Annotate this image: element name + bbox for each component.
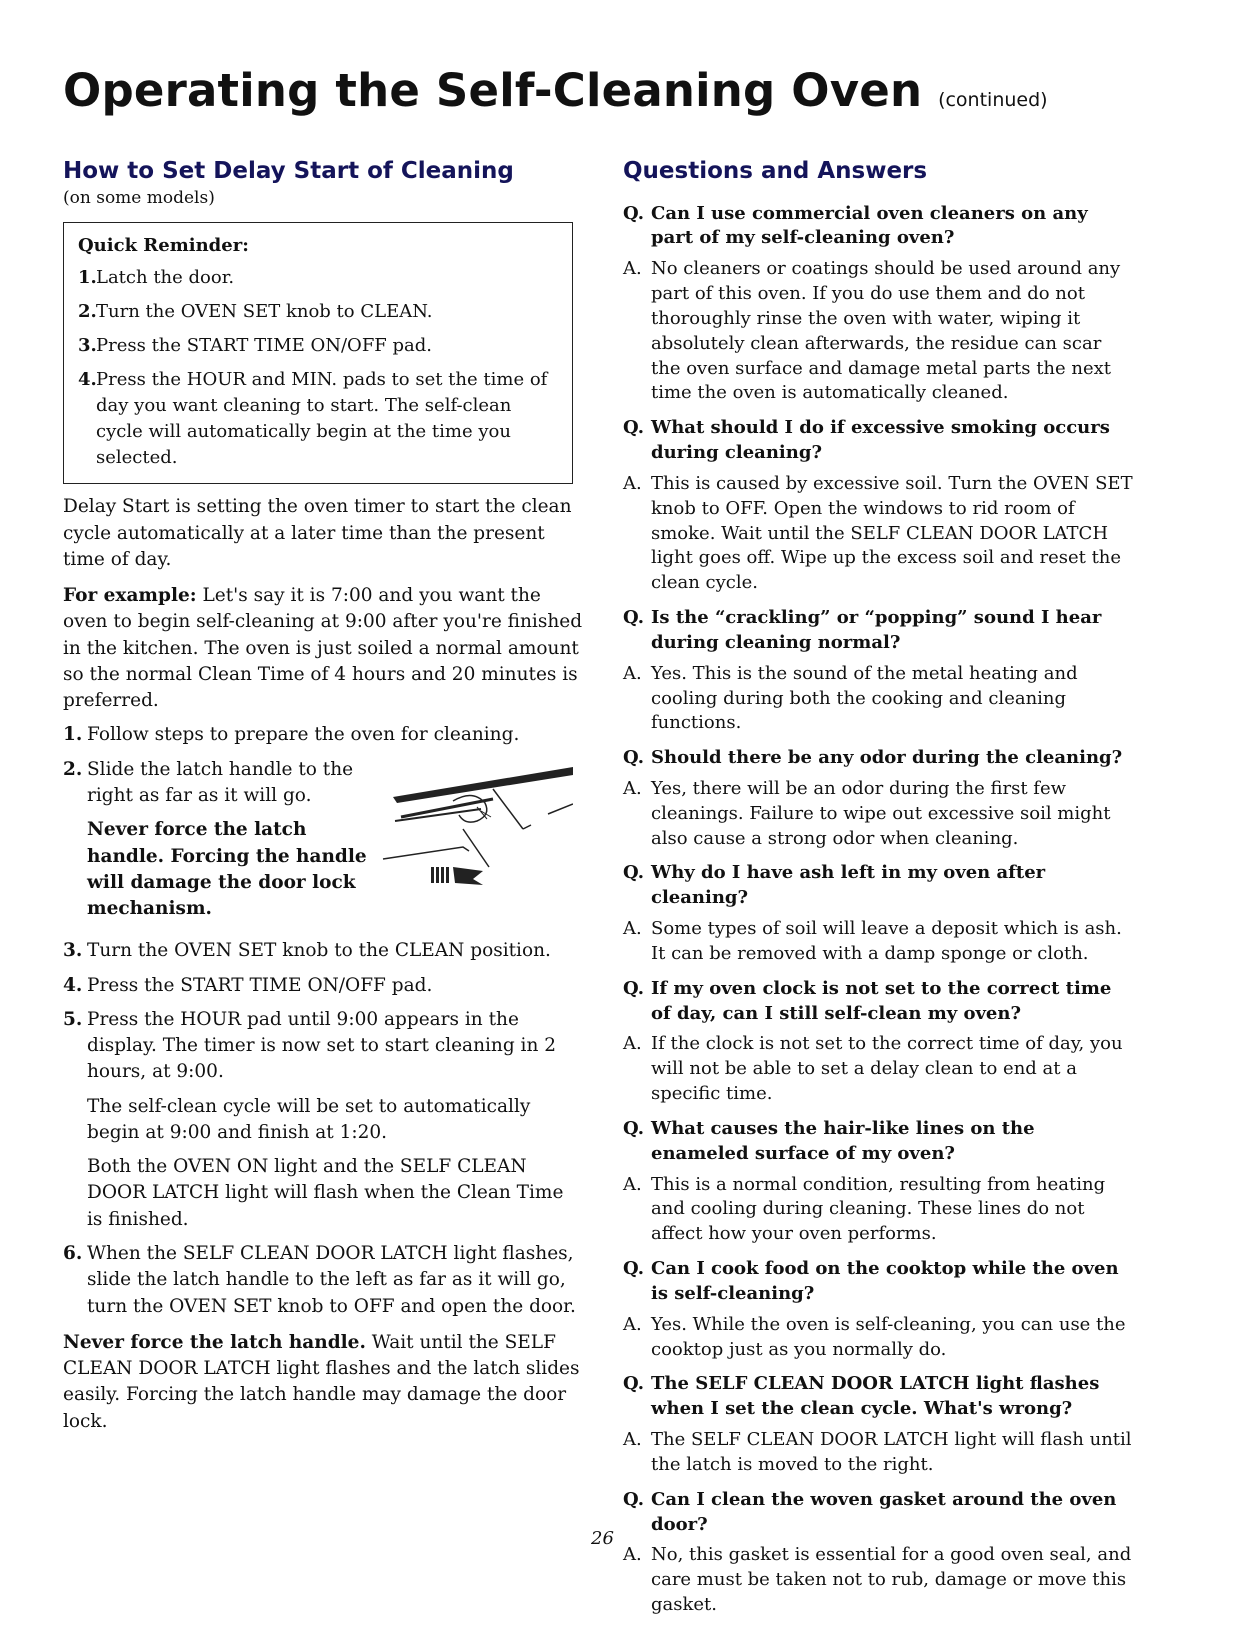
answer (623, 777, 1133, 851)
answer (623, 257, 1133, 406)
question (623, 861, 1133, 911)
left-column (63, 158, 583, 1443)
question-text: Why do I have ash left in my oven after cleaning? (651, 862, 1046, 909)
question-marker: Q. (623, 747, 645, 769)
step-number: 4. (78, 368, 97, 390)
qa-heading: Questions and Answers (623, 158, 928, 184)
question-marker: Q. (623, 1258, 645, 1280)
step-6 (63, 1241, 583, 1320)
question-marker: Q. (623, 202, 645, 224)
step-text: Press the START TIME ON/OFF pad. (96, 334, 433, 356)
question (623, 977, 1133, 1027)
answer (623, 662, 1133, 736)
quick-reminder-heading: Quick Reminder: (78, 234, 249, 256)
question-marker: Q. (623, 1373, 645, 1395)
question-text: Can I clean the woven gasket around the oven door? (651, 1488, 1117, 1535)
question-text: Can I use commercial oven cleaners on any part of my self-cleaning oven? (651, 202, 1088, 249)
latch-handle-illustration (373, 759, 573, 894)
step-text: Press the HOUR pad until 9:00 appears in the display. The timer is now set to start cleaning in 2 hours, at 9:00. (87, 1008, 557, 1083)
right-column (623, 158, 1133, 1628)
answer-marker: A. (623, 777, 642, 799)
answer (623, 472, 1133, 596)
answer (623, 1032, 1133, 1106)
quick-reminder-box (63, 222, 573, 485)
question-marker: Q. (623, 862, 645, 884)
step-text: Follow steps to prepare the oven for cleaning. (87, 724, 520, 746)
page-number: 26 (591, 1528, 614, 1549)
question-text: If my oven clock is not set to the correct time of day, can I still self-clean my oven? (651, 977, 1112, 1024)
step-number: 2. (78, 300, 97, 322)
answer-marker: A. (623, 1033, 642, 1055)
continued-label: (continued) (938, 89, 1048, 111)
answer-text: Yes, there will be an odor during the first few cleanings. Failure to wipe out excessive soil might also cause a strong odor when cleaning. (651, 777, 1111, 849)
step-note: Both the OVEN ON light and the SELF CLEAN DOOR LATCH light will flash when the Clean Time is finished. (87, 1156, 564, 1230)
step-2 (63, 757, 583, 931)
question-text: The SELF CLEAN DOOR LATCH light flashes when I set the clean cycle. What's wrong? (651, 1373, 1100, 1420)
answer-text: Some types of soil will leave a deposit which is ash. It can be removed with a damp sponge or cloth. (651, 918, 1122, 964)
answer-marker: A. (623, 472, 642, 494)
page-title (63, 64, 1048, 117)
question (623, 202, 1133, 252)
example-paragraph (63, 583, 583, 714)
answer-text: No cleaners or coatings should be used around any part of this oven. If you do use them and do not thoroughly rinse the oven with water, wiping it absolutely clean afterwards, the residue can scar the oven surface and damage metal parts the next time the oven is automatically cleaned. (651, 258, 1121, 404)
delay-start-heading: How to Set Delay Start of Cleaning (63, 158, 514, 184)
answer-marker: A. (623, 1544, 642, 1566)
step-number: 5. (63, 1008, 83, 1030)
answer-marker: A. (623, 1429, 642, 1451)
closing-warning (63, 1330, 583, 1435)
step-text: Press the START TIME ON/OFF pad. (87, 974, 433, 996)
question (623, 746, 1133, 771)
step-number: 3. (78, 334, 97, 356)
reminder-step (78, 333, 558, 359)
question-text: What causes the hair-like lines on the enameled surface of my oven? (651, 1117, 1035, 1164)
closing-warning-label: Never force the latch handle. (63, 1331, 366, 1353)
models-note: (on some models) (63, 187, 215, 208)
question-text: Is the “crackling” or “popping” sound I hear during cleaning normal? (651, 607, 1102, 653)
question-marker: Q. (623, 977, 645, 999)
answer-marker: A. (623, 918, 642, 940)
answer-text: This is caused by excessive soil. Turn the OVEN SET knob to OFF. Open the windows to rid room of smoke. Wait until the SELF CLEAN DOOR LATCH light goes off. Wipe up the excess soil and reset the clean cycle. (651, 472, 1133, 594)
answer (623, 1173, 1133, 1247)
question-marker: Q. (623, 607, 645, 629)
answer (623, 917, 1133, 967)
answer (623, 1428, 1133, 1478)
step-number: 3. (63, 940, 83, 962)
step-5 (63, 1007, 583, 1233)
question (623, 1372, 1133, 1422)
step-4 (63, 973, 583, 999)
step-number: 1. (63, 724, 83, 746)
step-1 (63, 722, 583, 748)
question-marker: Q. (623, 1488, 645, 1510)
step-number: 2. (63, 758, 83, 780)
step-number: 6. (63, 1242, 83, 1264)
step-text: When the SELF CLEAN DOOR LATCH light flashes, slide the latch handle to the left as far as it will go, turn the OVEN SET knob to OFF and open the door. (87, 1242, 576, 1317)
answer (623, 1543, 1133, 1617)
question-text: Can I cook food on the cooktop while the oven is self-cleaning? (651, 1258, 1119, 1304)
question-text: Should there be any odor during the cleaning? (651, 747, 1123, 769)
answer-text: The SELF CLEAN DOOR LATCH light will flash until the latch is moved to the right. (651, 1429, 1132, 1475)
answer-text: Yes. This is the sound of the metal heating and cooling during both the cooking and cleaning functions. (651, 662, 1078, 734)
step-3 (63, 938, 583, 964)
intro-paragraph: Delay Start is setting the oven timer to start the clean cycle automatically at a later time than the present time of day. (63, 496, 572, 570)
step-text: Press the HOUR and MIN. pads to set the time of day you want cleaning to start. The self-clean cycle will automatically begin at the time you selected. (96, 368, 548, 469)
step-text: Turn the OVEN SET knob to the CLEAN position. (87, 940, 551, 962)
question (623, 1257, 1133, 1307)
step-text: Slide the latch handle to the right as far as it will go. (87, 758, 354, 806)
example-text: Let's say it is 7:00 and you want the oven to begin self-cleaning at 9:00 after you're finished in the kitchen. The oven is just soiled a normal amount so the normal Clean Time of 4 hours and 20 minutes is preferred. (63, 585, 583, 712)
reminder-step (78, 367, 558, 471)
step-note: The self-clean cycle will be set to automatically begin at 9:00 and finish at 1:20. (87, 1095, 531, 1143)
answer-marker: A. (623, 1173, 642, 1195)
answer (623, 1313, 1133, 1363)
reminder-step (78, 299, 558, 325)
answer-text: Yes. While the oven is self-cleaning, you can use the cooktop just as you normally do. (651, 1313, 1126, 1360)
answer-text: No, this gasket is essential for a good oven seal, and care must be taken not to rub, damage or move this gasket. (651, 1544, 1132, 1615)
question-text: What should I do if excessive smoking occurs during cleaning? (651, 417, 1110, 464)
question-marker: Q. (623, 1117, 645, 1139)
question (623, 606, 1133, 656)
reminder-step (78, 265, 558, 291)
question (623, 416, 1133, 466)
answer-marker: A. (623, 662, 642, 684)
closing-warning-text: Wait until the SELF CLEAN DOOR LATCH light flashes and the latch slides easily. Forcing the latch handle may damage the door lock. (63, 1331, 580, 1432)
answer-marker: A. (623, 258, 642, 280)
example-label: For example: (63, 585, 197, 607)
page-title-text: Operating the Self-Cleaning Oven (63, 64, 923, 117)
answer-text: This is a normal condition, resulting from heating and cooling during cleaning. These lines do not affect how your oven performs. (651, 1173, 1106, 1245)
step-number: 4. (63, 974, 83, 996)
step-text: Latch the door. (96, 266, 235, 288)
step-number: 1. (78, 266, 97, 288)
answer-marker: A. (623, 1313, 642, 1335)
question (623, 1488, 1133, 1538)
question-marker: Q. (623, 417, 645, 439)
step-text: Turn the OVEN SET knob to CLEAN. (96, 300, 433, 322)
question (623, 1117, 1133, 1167)
answer-text: If the clock is not set to the correct time of day, you will not be able to set a delay clean to end at a specific time. (651, 1033, 1123, 1105)
latch-warning: Never force the latch handle. Forcing the handle will damage the door lock mechanism. (87, 819, 367, 920)
